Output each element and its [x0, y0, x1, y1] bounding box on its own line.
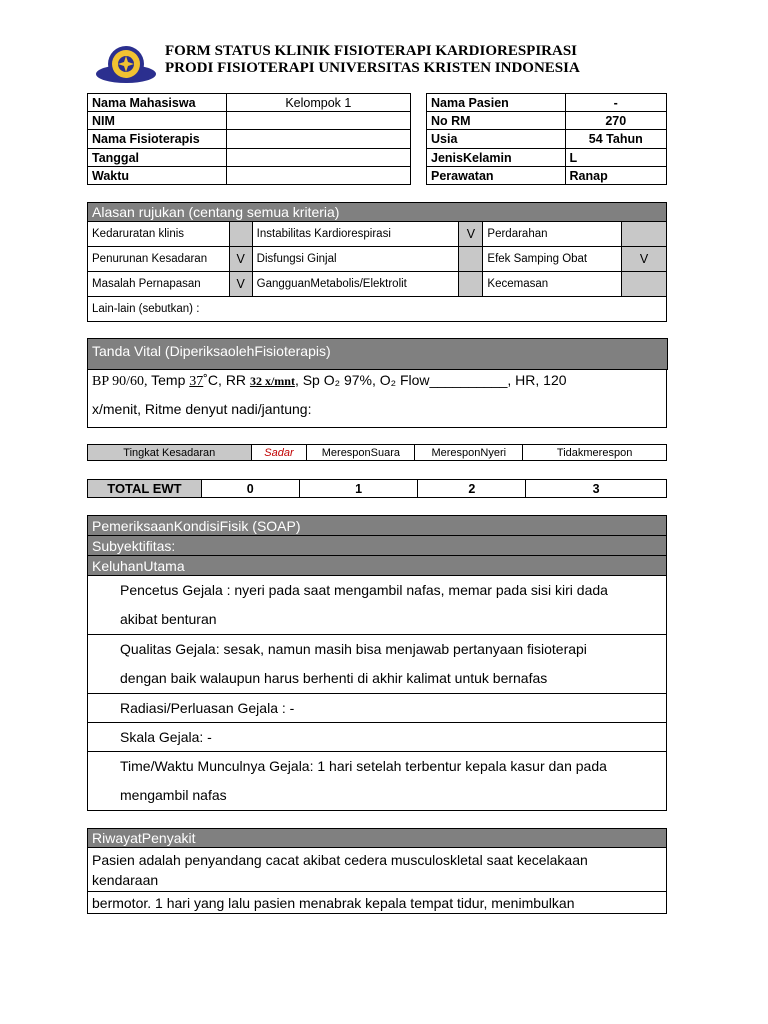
ewt-label: TOTAL EWT [88, 480, 202, 498]
referral-checkbox[interactable] [622, 222, 667, 247]
history-title: RiwayatPenyakit [88, 829, 667, 848]
info-label: Nama Fisioterapis [88, 130, 227, 149]
info-value [226, 130, 410, 149]
info-value: - [565, 94, 666, 112]
info-label: Waktu [88, 167, 227, 185]
info-value: Kelompok 1 [226, 94, 410, 112]
consciousness-label: Tingkat Kesadaran [88, 445, 252, 461]
info-value [226, 112, 410, 130]
bp-value: BP 90/60, [92, 374, 148, 389]
info-value: Ranap [565, 167, 666, 185]
ewt-score[interactable]: 2 [418, 480, 526, 498]
info-label: Tanggal [88, 149, 227, 167]
student-info-table [87, 93, 411, 185]
temp-value: 37 [189, 374, 204, 389]
form-title-line1: FORM STATUS KLINIK FISIOTERAPI KARDIORESPIRASI [165, 43, 578, 59]
ewt-score[interactable]: 3 [526, 480, 667, 498]
referral-criterion: Efek Samping Obat [483, 247, 622, 272]
referral-title: Alasan rujukan (centang semua kriteria) [88, 203, 667, 222]
complaint-line: dengan baik walaupun harus berhenti di akhir kalimat untuk bernafas [120, 670, 548, 686]
soap-subtitle: Subyektifitas: [88, 536, 667, 556]
info-label: Usia [427, 130, 566, 149]
consciousness-table [87, 444, 667, 461]
consciousness-option-sadar[interactable]: Sadar [251, 445, 307, 461]
complaint-line: Time/Waktu Munculnya Gejala: 1 hari setelah terbentur kepala kasur dan pada [120, 758, 607, 774]
info-label: No RM [427, 112, 566, 130]
consciousness-option-tidak[interactable]: Tidakmerespon [523, 445, 667, 461]
vitals-line1 [92, 372, 567, 390]
rr-value: 32 x/mnt [249, 374, 295, 388]
referral-criterion: Kecemasan [483, 272, 622, 297]
complaint-item [88, 752, 667, 811]
complaint-line: mengambil nafas [120, 787, 227, 803]
referral-criterion: Disfungsi Ginjal [252, 247, 459, 272]
referral-checkbox[interactable] [459, 272, 483, 297]
complaint-line: Qualitas Gejala: sesak, namun masih bisa menjawab pertanyaan fisioterapi [120, 641, 587, 657]
referral-criterion: Instabilitas Kardiorespirasi [252, 222, 459, 247]
complaint-item: Skala Gejala: - [88, 723, 667, 752]
vitals-rest: , Sp O₂ 97%, O₂ Flow__________, HR, 120 [294, 372, 567, 388]
info-value [226, 167, 410, 185]
history-entry: bermotor. 1 hari yang lalu pasien menabrak kepala tempat tidur, menimbulkan [88, 892, 667, 914]
referral-criterion: Penurunan Kesadaran [88, 247, 230, 272]
history-table [87, 828, 667, 914]
referral-checkbox[interactable] [229, 222, 252, 247]
referral-criterion: GangguanMetabolis/Elektrolit [252, 272, 459, 297]
ewt-score[interactable]: 0 [201, 480, 299, 498]
temp-unit: ˚C, RR [203, 372, 247, 388]
soap-section: KeluhanUtama [88, 556, 667, 576]
info-value: 54 Tahun [565, 130, 666, 149]
referral-checkbox[interactable] [459, 247, 483, 272]
soap-table [87, 515, 667, 811]
vitals-box [87, 369, 667, 428]
vitals-line2: x/menit, Ritme denyut nadi/jantung: [92, 401, 312, 417]
complaint-item [88, 635, 667, 694]
history-entry [88, 848, 667, 892]
history-line: kendaraan [92, 871, 159, 888]
consciousness-option-suara[interactable]: MeresponSuara [307, 445, 415, 461]
info-label: JenisKelamin [427, 149, 566, 167]
complaint-item: Radiasi/Perluasan Gejala : - [88, 694, 667, 723]
referral-checkbox[interactable]: V [622, 247, 667, 272]
info-label: NIM [88, 112, 227, 130]
patient-info-table [426, 93, 667, 185]
info-value: L [565, 149, 666, 167]
consciousness-option-nyeri[interactable]: MeresponNyeri [415, 445, 523, 461]
history-line: Pasien adalah penyandang cacat akibat cedera musculoskletal saat kecelakaan [92, 851, 588, 868]
temp-label: Temp [151, 372, 186, 388]
referral-checkbox[interactable]: V [229, 247, 252, 272]
complaint-line: Pencetus Gejala : nyeri pada saat mengambil nafas, memar pada sisi kiri dada [120, 582, 608, 598]
soap-title: PemeriksaanKondisiFisik (SOAP) [88, 516, 667, 536]
info-label: Nama Pasien [427, 94, 566, 112]
referral-other: Lain-lain (sebutkan) : [88, 297, 667, 322]
referral-criterion: Perdarahan [483, 222, 622, 247]
info-value [226, 149, 410, 167]
complaint-line: akibat benturan [120, 611, 217, 627]
referral-criterion: Masalah Pernapasan [88, 272, 230, 297]
ewt-table [87, 479, 667, 498]
referral-checkbox[interactable] [622, 272, 667, 297]
form-title-line2: PRODI FISIOTERAPI UNIVERSITAS KRISTEN INDONESIA [165, 60, 580, 76]
referral-checkbox[interactable]: V [459, 222, 483, 247]
referral-criterion: Kedaruratan klinis [88, 222, 230, 247]
info-label: Nama Mahasiswa [88, 94, 227, 112]
ewt-score[interactable]: 1 [299, 480, 418, 498]
vitals-title: Tanda Vital (DiperiksaolehFisioterapis) [87, 338, 668, 370]
university-logo-icon [94, 44, 158, 88]
complaint-item [88, 576, 667, 635]
referral-table [87, 202, 667, 322]
info-value: 270 [565, 112, 666, 130]
referral-checkbox[interactable]: V [229, 272, 252, 297]
info-label: Perawatan [427, 167, 566, 185]
